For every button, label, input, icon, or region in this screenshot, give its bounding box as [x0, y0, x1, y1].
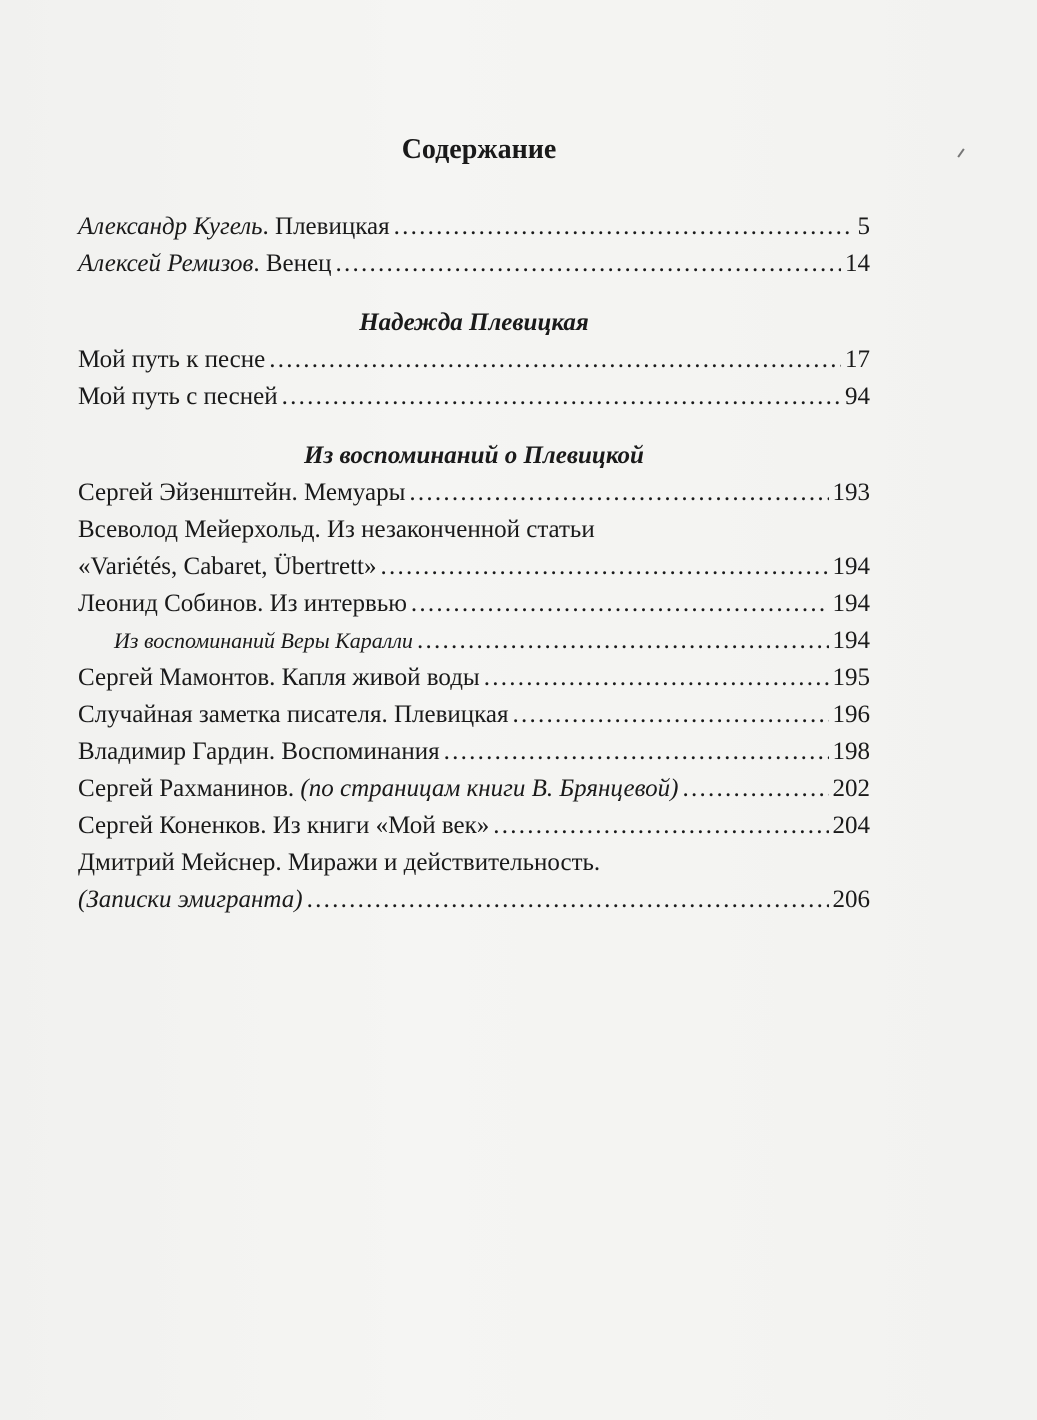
section-heading: Из воспоминаний о Плевицкой: [304, 442, 644, 469]
entry-title-line: Всеволод Мейерхольд. Из незаконченной статьи: [78, 516, 595, 543]
entry-title-line: Дмитрий Мейснер. Миражи и действительность.: [78, 849, 601, 876]
entry-title: Сергей Мамонтов. Капля живой воды: [78, 664, 480, 691]
leader-dots: [513, 696, 829, 733]
leader-dots: [335, 245, 841, 282]
toc-entry: [78, 770, 870, 807]
section-heading: Надежда Плевицкая: [359, 309, 589, 336]
leader-dots: [417, 622, 829, 659]
page-number: 204: [832, 812, 870, 839]
page-number: 196: [832, 701, 870, 728]
toc-entry: [78, 622, 870, 659]
entry-title: «Variétés, Cabaret, Übertrett»: [78, 553, 377, 580]
entry-title: Случайная заметка писателя. Плевицкая: [78, 701, 509, 728]
entry-title: Мой путь с песней: [78, 383, 278, 410]
page-number: 198: [832, 738, 870, 765]
page-number: 194: [832, 590, 870, 617]
toc-entry: [78, 733, 870, 770]
entry-title: Плевицкая: [275, 213, 390, 240]
leader-dots: [411, 585, 829, 622]
leader-dots: [493, 807, 828, 844]
page-number: 194: [832, 627, 870, 654]
table-of-contents: [78, 130, 870, 918]
page-number: 194: [832, 553, 870, 580]
entry-title: (Записки эмигранта): [78, 886, 303, 913]
toc-entry: [78, 548, 870, 585]
toc-entry: [78, 474, 870, 511]
page-number: 206: [832, 886, 870, 913]
entry-title: Из воспоминаний Веры Каралли: [114, 628, 413, 653]
leader-dots: [444, 733, 829, 770]
toc-entry: [78, 341, 870, 378]
entry-author: Алексей Ремизов: [78, 250, 254, 277]
page-number: 5: [857, 213, 870, 240]
page-number: 17: [845, 346, 870, 373]
toc-entry: [78, 378, 870, 415]
toc-entry: [78, 659, 870, 696]
leader-dots: [282, 378, 841, 415]
entry-title: Сергей Рахманинов.: [78, 775, 295, 802]
leader-dots: [484, 659, 829, 696]
toc-entry: Алексей Ремизов. Венец . . . 14: [78, 245, 870, 282]
leader-dots: [682, 770, 828, 807]
page-number: 202: [832, 775, 870, 802]
entry-title: Сергей Коненков. Из книги «Мой век»: [78, 812, 490, 839]
toc-entry: [78, 881, 870, 918]
pencil-mark: [957, 148, 964, 157]
page-number: 14: [845, 250, 870, 277]
entry-title: Мой путь к песне: [78, 346, 266, 373]
toc-entry: [78, 807, 870, 844]
leader-dots: [381, 548, 829, 585]
page-number: 94: [845, 383, 870, 410]
leader-dots: [307, 881, 829, 918]
toc-entry: Александр Кугель. Плевицкая . . . 5: [78, 208, 870, 245]
page-number: 193: [832, 479, 870, 506]
entry-subtitle: (по страницам книги В. Брянцевой): [300, 775, 679, 802]
entry-author: Александр Кугель: [78, 213, 263, 240]
leader-dots: [394, 208, 854, 245]
entry-title: Сергей Эйзенштейн. Мемуары: [78, 479, 406, 506]
leader-dots: [409, 474, 828, 511]
entry-title: Венец: [265, 250, 332, 277]
entry-title: Леонид Собинов. Из интервью: [78, 590, 407, 617]
leader-dots: [269, 341, 841, 378]
toc-entry: [78, 696, 870, 733]
entry-title: Владимир Гардин. Воспоминания: [78, 738, 440, 765]
toc-entry: [78, 585, 870, 622]
page-number: 195: [832, 664, 870, 691]
page-title: Содержание: [401, 134, 557, 165]
